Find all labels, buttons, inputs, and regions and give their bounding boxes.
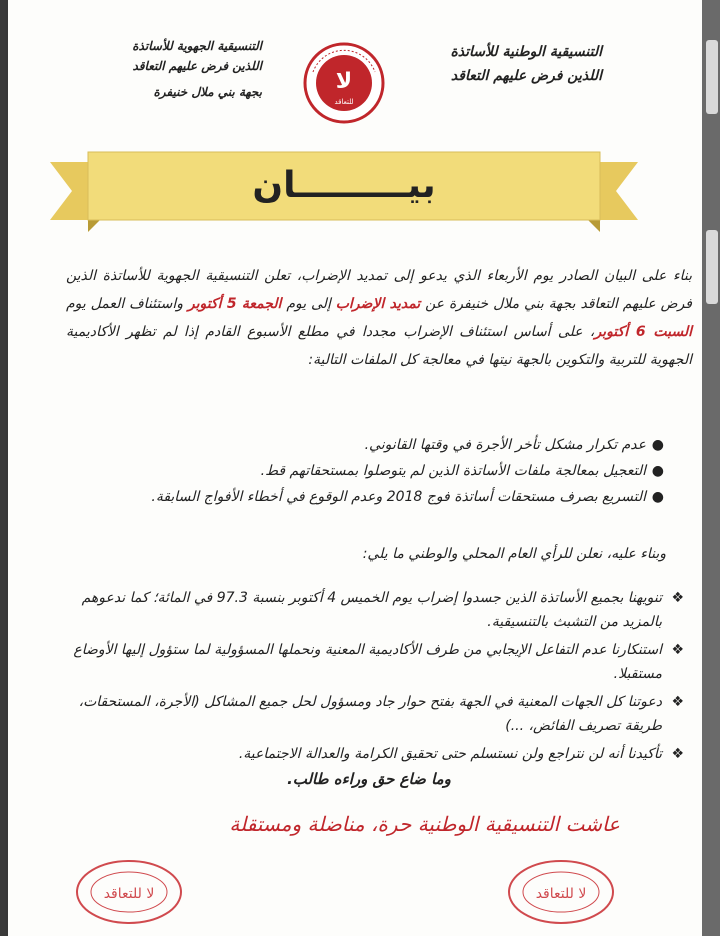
header-line: بجهة بني ملال خنيفرة [153, 85, 262, 99]
closing-slogan: عاشت التنسيقية الوطنية حرة، مناضلة ومستقلة [229, 812, 620, 836]
side-button[interactable] [706, 40, 718, 114]
diamond-bullet-icon: ❖ [671, 642, 684, 658]
list-item-text: التعجيل بمعالجة ملفات الأساتذة الذين لم يتوصلوا بمستحقاتهم قط. [260, 463, 646, 479]
list-item [66, 586, 686, 634]
svg-text:للتعاقد: للتعاقد [334, 98, 354, 106]
demands-list [66, 432, 666, 510]
svg-text:لا: لا [335, 69, 353, 94]
highlight-date-friday: الجمعة 5 أكتوبر [187, 296, 282, 312]
scroll-strip [702, 0, 720, 936]
list-item-text: دعوتنا كل الجهات المعنية في الجهة بفتح حوار جاد ومسؤول لحل جميع المشاكل (الأجرة، المستحقات، طريقة تصريف الفائض، ...) [78, 694, 662, 734]
header-regional [132, 36, 262, 102]
paragraph-text: واستئناف العمل يوم [66, 296, 188, 312]
announcement-list [66, 586, 686, 770]
diamond-bullet-icon: ❖ [671, 694, 684, 710]
stamp-icon [74, 858, 184, 926]
svg-text:لا للتعاقد: لا للتعاقد [535, 886, 587, 902]
motto: وما ضاع حق وراءه طالب. [287, 770, 451, 788]
header-national [450, 40, 602, 88]
paragraph-text: بناء على البيان الصادر يوم الأربعاء الذي يدعو إلى تمديد الإضراب، تعلن التنسيقية الجهوية للأساتذة الذين فرض عليهم التعاقد بجهة بني ملال خنيفرة عن [66, 268, 692, 312]
list-item [66, 432, 666, 458]
list-item-text: تأكيدنا أنه لن نتراجع ولن نستسلم حتى تحقيق الكرامة والعدالة الاجتماعية. [238, 746, 662, 762]
paragraph-text: إلى يوم [281, 296, 336, 312]
seal-logo-icon [303, 42, 385, 124]
highlight-strike-extension: تمديد الإضراب [335, 296, 421, 312]
list-item [66, 638, 686, 686]
statement-paragraph [66, 262, 692, 374]
side-button[interactable] [706, 230, 718, 304]
svg-text:لا للتعاقد: لا للتعاقد [103, 886, 155, 902]
diamond-bullet-icon: ❖ [671, 590, 684, 606]
list-item-text: تنويهنا بجميع الأساتذة الذين جسدوا إضراب يوم الخميس 4 أكتوبر بنسبة 97.3 في المائة؛ كما ندعوهم بالمزيد من التشبث بالتنسيقية. [81, 590, 662, 630]
announcement-lead: وبناء عليه، نعلن للرأي العام المحلي والوطني ما يلي: [362, 546, 666, 562]
header-line: اللذين فرض عليهم التعاقد [450, 68, 602, 84]
header-line: اللذين فرض عليهم التعاقد [132, 59, 262, 73]
bullet-dot-icon: ● [651, 489, 664, 505]
header-line: التنسيقية الجهوية للأساتذة [132, 39, 262, 53]
header-line: التنسيقية الوطنية للأساتذة [450, 44, 602, 60]
stamp-icon [506, 858, 616, 926]
statement-title: بيـــــــــان [252, 165, 436, 206]
list-item-text: التسريع بصرف مستحقات أساتذة فوج 2018 وعدم الوقوع في أخطاء الأفواج السابقة. [151, 489, 646, 505]
highlight-date-saturday: السبت 6 أكتوبر [594, 324, 692, 340]
diamond-bullet-icon: ❖ [671, 746, 684, 762]
list-item [66, 690, 686, 738]
paragraph-text: ، على أساس استئناف الإضراب مجددا في مطلع الأسبوع القادم إذا لم تظهر الأكاديمية الجهوية للتربية والتكوين بالجهة نيتها في معالجة كل الملفات التالية: [66, 324, 692, 368]
list-item-text: عدم تكرار مشكل تأخر الأجرة في وقتها القانوني. [364, 437, 646, 453]
list-item [66, 742, 686, 766]
list-item [66, 484, 666, 510]
bullet-dot-icon: ● [651, 437, 664, 453]
bullet-dot-icon: ● [651, 463, 664, 479]
list-item-text: استنكارنا عدم التفاعل الإيجابي من طرف الأكاديمية المعنية ونحملها المسؤولية لما ستؤول إليها الأوضاع مستقبلا. [73, 642, 662, 682]
list-item [66, 458, 666, 484]
